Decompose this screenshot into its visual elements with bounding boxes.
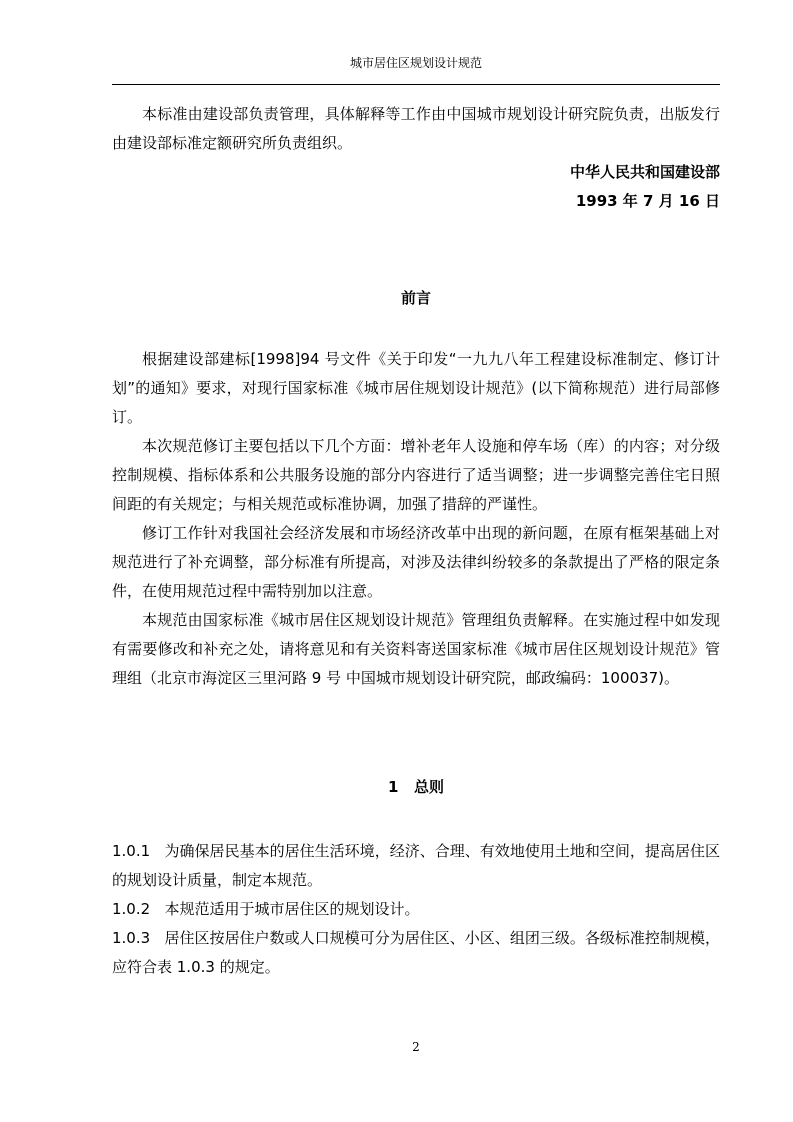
clause-1-0-2: 1.0.2 本规范适用于城市居住区的规划设计。 [112,900,420,918]
chapter-1-title: 1 总则 [387,778,445,796]
foreword-paragraph: 修订工作针对我国社会经济发展和市场经济改革中出现的新问题，在原有框架基础上对规范进行了补充调整，部分标准有所提高，对涉及法律纠纷较多的条款提出了严格的限定条件，在使用规范过程中需特别加以注意。 [112,524,720,600]
foreword-paragraph: 根据建设部建标[1998]94 号文件《关于印发“一九九八年工程建设标准制定、修订计划”的通知》要求，对现行国家标准《城市居住规划设计规范》(以下简称规范）进行局部修订。 [112,350,720,426]
page-number: 2 [412,1040,420,1054]
chapter-1-heading-block [112,773,720,802]
clause-1-0-3: 1.0.3 居住区按居住户数或人口规模可分为居住区、小区、组团三级。各级标准控制规模，应符合表 1.0.3 的规定。 [112,929,720,976]
intro-paragraph: 本标准由建设部负责管理，具体解释等工作由中国城市规划设计研究院负责，出版发行由建设部标准定额研究所负责组织。 [112,105,720,152]
clause-1-0-1: 1.0.1 为确保居民基本的居住生活环境，经济、合理、有效地使用土地和空间，提高居住区的规划设计质量，制定本规范。 [112,842,720,889]
running-header: 城市居住区规划设计规范 [349,56,482,70]
chapter-1-clauses [112,837,720,982]
intro-section [112,100,720,216]
issuer: 中华人民共和国建设部 [569,163,720,181]
header-rule [112,84,720,85]
foreword-paragraph: 本次规范修订主要包括以下几个方面：增补老年人设施和停车场（库）的内容；对分级控制规模、指标体系和公共服务设施的部分内容进行了适当调整；进一步调整完善住宅日照间距的有关规定；与相关规范或标准协调，加强了措辞的严谨性。 [112,437,720,513]
foreword-body [112,345,720,693]
foreword-paragraph: 本规范由国家标准《城市居住区规划设计规范》管理组负责解释。在实施过程中如发现有需要修改和补充之处，请将意见和有关资料寄送国家标准《城市居住区规划设计规范》管理组（北京市海淀区三里河路 9 号 中国城市规划设计研究院，邮政编码：100037)。 [112,611,720,687]
foreword-title: 前言 [400,289,431,307]
issue-date: 1993 年 7 月 16 日 [575,192,720,210]
foreword-section [112,284,720,313]
